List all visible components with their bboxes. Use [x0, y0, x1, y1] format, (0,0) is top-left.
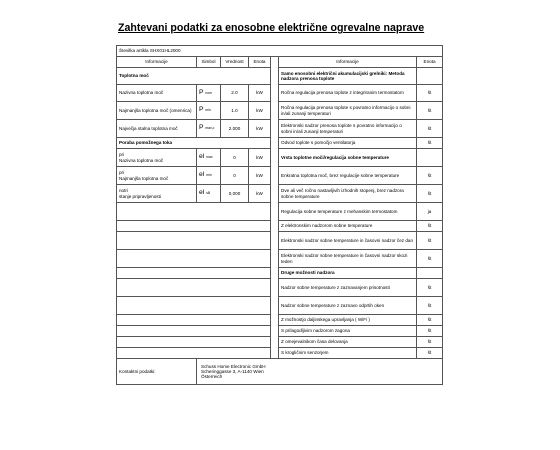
el-min-symbol: el min — [197, 167, 221, 185]
el-max-symbol: el max — [197, 149, 221, 167]
other-item-value: št — [417, 326, 443, 337]
control-item-value: št — [417, 167, 443, 185]
storage-item-value: št — [417, 85, 443, 102]
min-heat-symbol: P min — [197, 102, 221, 120]
empty-row — [117, 221, 271, 232]
storage-section-title: Samo enosobni električni akumulacijski grelniki: Metoda nadzora prenosa toplote — [279, 68, 417, 85]
storage-item-label: Elektronski nadzor prenosa toplote s povratno informacijo o sobni in/ali zunanji temperaturi — [279, 120, 417, 138]
header-vrednost: Vrednost — [221, 57, 249, 68]
el-min-unit: kW — [249, 167, 271, 185]
el-min-label: pri Najmanjša toplotna moč — [117, 167, 197, 185]
header-enota: Enota — [249, 57, 271, 68]
empty-row — [117, 203, 271, 221]
max-heat-unit: kW — [249, 120, 271, 138]
nominal-heat-label: Nazivna toplotna moč — [117, 85, 197, 102]
other-item-value: št — [417, 279, 443, 297]
contact-label: Kontaktni podatki: — [117, 359, 197, 385]
max-heat-value: 2.000 — [221, 120, 249, 138]
el-standby-label: notri stanje pripravljenosti — [117, 185, 197, 203]
el-max-unit: kW — [249, 149, 271, 167]
control-item-label: Dve ali več ročno nastavljivih izhodnih stopenj, brez nadzora sobne temperature — [279, 185, 417, 203]
empty-row — [117, 315, 271, 326]
nominal-heat-symbol: P nom — [197, 85, 221, 102]
control-item-label: Elektronski nadzor sobne temperature in časovni nadzor skozi teden — [279, 250, 417, 268]
control-item-value: št — [417, 232, 443, 250]
el-standby-value: 0,000 — [221, 185, 249, 203]
article-number: Številka artikla SHX01HL2000 — [117, 46, 443, 57]
other-item-label: Nadzor sobne temperature z zaznavanjem prisotnosti — [279, 279, 417, 297]
control-item-label: Z elektronskim nadzorom sobne temperature — [279, 221, 417, 232]
other-item-label: Nadzor sobne temperature z zaznavo odprtih oken — [279, 297, 417, 315]
storage-item-label: Ročna regulacija prenosa toplote z integriranim termostatom — [279, 85, 417, 102]
el-standby-symbol: el sB — [197, 185, 221, 203]
max-heat-symbol: P max,c — [197, 120, 221, 138]
heat-output-title: Toplotna moč — [117, 68, 271, 85]
empty-row — [117, 337, 271, 348]
control-item-value: št — [417, 221, 443, 232]
ecodesign-table — [116, 45, 443, 385]
control-item-value: št — [417, 250, 443, 268]
el-max-value: 0 — [221, 149, 249, 167]
control-section-title: Vrsta toplotne moči/regulacija sobne temperature — [279, 149, 417, 167]
empty-row — [117, 268, 271, 279]
control-item-label: Elektronski nadzor sobne temperature in časovni nadzor čez dan — [279, 232, 417, 250]
column-gap — [271, 57, 279, 68]
other-item-value: št — [417, 315, 443, 326]
control-item-value: ja — [417, 203, 443, 221]
control-item-label: Regulacija sobne temperature z mehanskim termostatom — [279, 203, 417, 221]
empty-row — [117, 297, 271, 315]
nominal-heat-value: 2.0 — [221, 85, 249, 102]
empty-row — [117, 250, 271, 268]
other-item-label: S prilagodljivim nadzorom zagona — [279, 326, 417, 337]
empty-row — [117, 348, 271, 359]
empty-row — [117, 279, 271, 297]
storage-item-value: št — [417, 120, 443, 138]
min-heat-value: 1.0 — [221, 102, 249, 120]
nominal-heat-unit: kW — [249, 85, 271, 102]
empty-row — [117, 326, 271, 337]
el-min-value: 0 — [221, 167, 249, 185]
contact-details: Schuss Home Electronic GmbH Scheringgasse 3, A-1140 Wien Österreich — [197, 359, 443, 385]
other-item-value: št — [417, 337, 443, 348]
aux-power-title: Poraba pomožnega toka — [117, 138, 271, 149]
other-item-value: št — [417, 348, 443, 359]
storage-item-value: št — [417, 102, 443, 120]
el-standby-unit: kW — [249, 185, 271, 203]
page-title: Zahtevani podatki za enosobne električne ogrevalne naprave — [118, 22, 425, 34]
storage-item-value: št — [417, 138, 443, 149]
max-heat-label: Največja stalna toplotna moč — [117, 120, 197, 138]
control-item-label: Enkratna toplotna moč, brez regulacije sobne temperature — [279, 167, 417, 185]
other-item-label: Z možnostjo daljinskega upravljanja ( WiFi ) — [279, 315, 417, 326]
other-item-label: S krogličnim senzorjem — [279, 348, 417, 359]
other-item-value: št — [417, 297, 443, 315]
storage-item-label: Ročna regulacija prenosa toplote s povratno informacijo o sobni in/ali zunanji temperaturi — [279, 102, 417, 120]
min-heat-unit: kW — [249, 102, 271, 120]
el-max-label: pri Nazivna toplotna moč — [117, 149, 197, 167]
header-simbol: Simbol — [197, 57, 221, 68]
other-section-title: Druge možnosti nadzora — [279, 268, 417, 279]
header-informacije: Informacije — [117, 57, 197, 68]
empty-row — [117, 232, 271, 250]
control-item-value: št — [417, 185, 443, 203]
header-right-enota: Enota — [417, 57, 443, 68]
min-heat-label: Najmanjša toplotna moč (omenrica) — [117, 102, 197, 120]
storage-item-label: Odvod toplote s pomočjo ventilatorja — [279, 138, 417, 149]
header-right-informacije: Informacije — [279, 57, 417, 68]
other-item-label: Z omejevalnikom časa delovanja — [279, 337, 417, 348]
